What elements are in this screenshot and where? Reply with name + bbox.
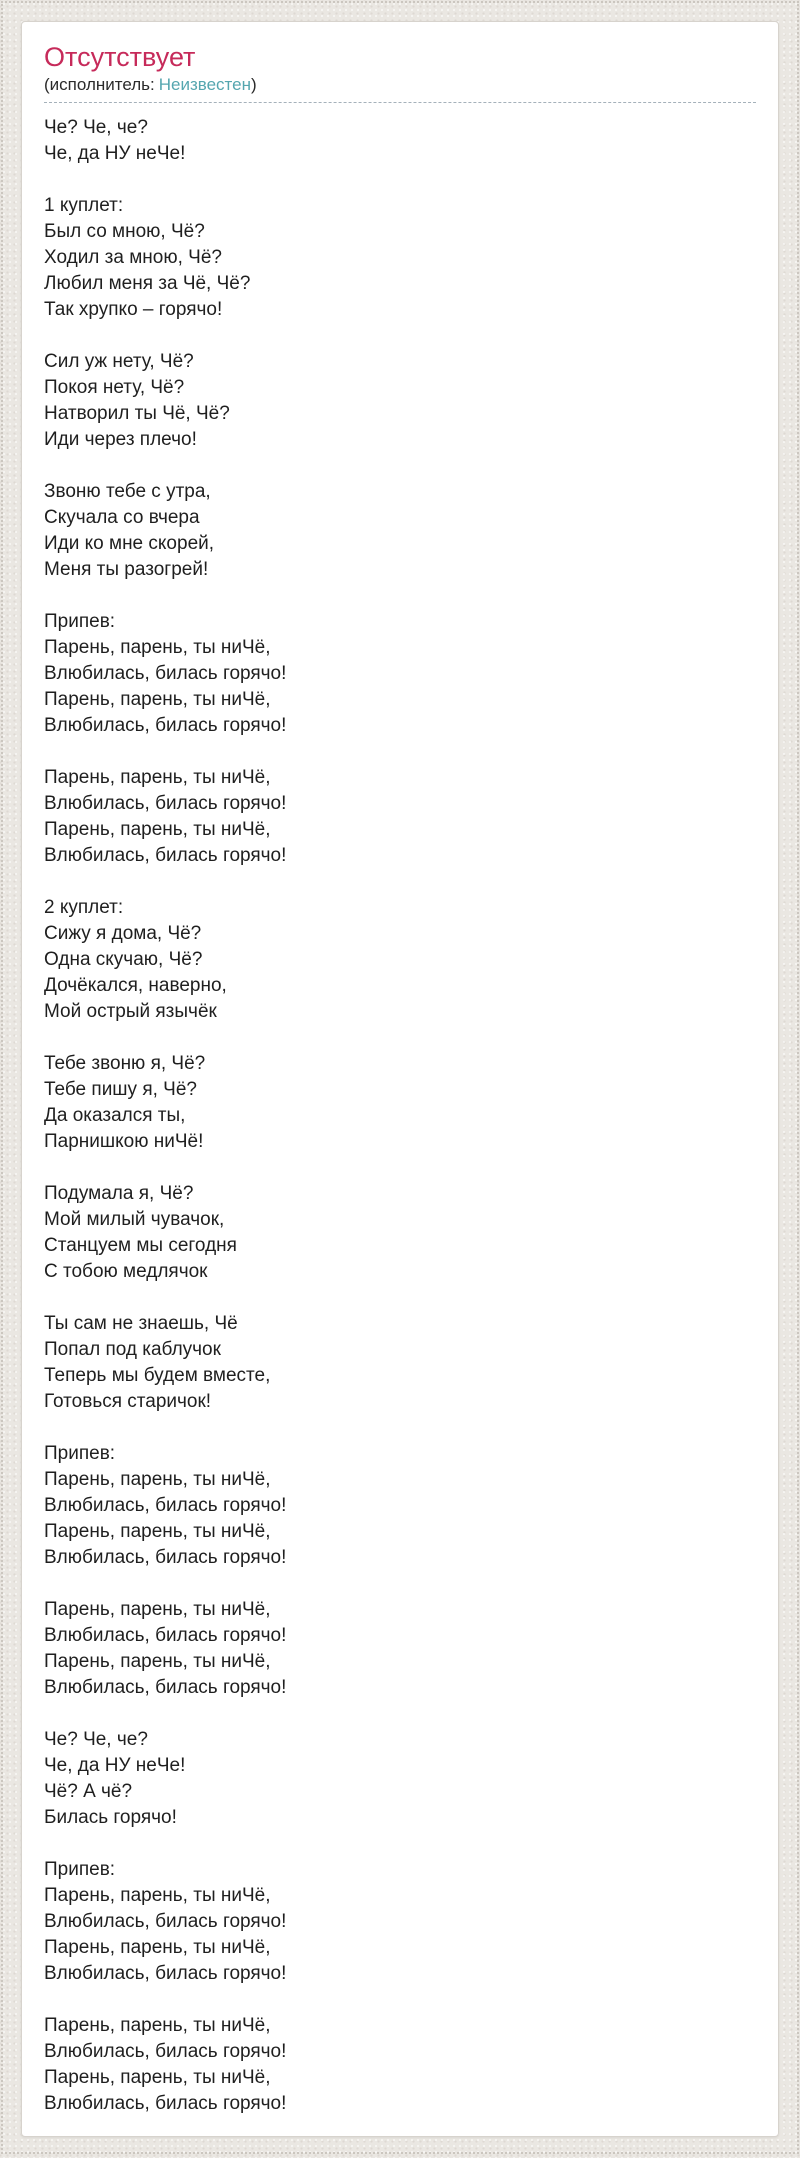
stanza — [44, 895, 756, 1025]
lyric-line: Натворил ты Чё, Чё? — [44, 403, 230, 424]
stanza — [44, 479, 756, 583]
lyric-line: Тебе звоню я, Чё? — [44, 1053, 206, 1074]
lyric-line: Влюбилась, билась горячо! — [44, 1677, 287, 1698]
lyric-line: Парень, парень, ты ниЧё, — [44, 1521, 271, 1542]
lyric-line: Влюбилась, билась горячо! — [44, 845, 287, 866]
lyric-line: Парень, парень, ты ниЧё, — [44, 819, 271, 840]
lyric-line: Парень, парень, ты ниЧё, — [44, 1937, 271, 1958]
lyric-line: Влюбилась, билась горячо! — [44, 1963, 287, 1984]
stanza — [44, 1597, 756, 1701]
stanza — [44, 349, 756, 453]
lyric-line: Парень, парень, ты ниЧё, — [44, 1469, 271, 1490]
lyric-line: Парень, парень, ты ниЧё, — [44, 637, 271, 658]
lyric-line: Парень, парень, ты ниЧё, — [44, 1599, 271, 1620]
lyric-line: Парень, парень, ты ниЧё, — [44, 767, 271, 788]
lyric-line: Скучала со вчера — [44, 507, 200, 528]
lyric-line: Тебе пишу я, Чё? — [44, 1079, 197, 1100]
lyric-line: Че? Че, че? — [44, 117, 148, 138]
artist-suffix: ) — [251, 75, 257, 94]
lyrics-card — [21, 21, 779, 2137]
lyric-line: Был со мною, Чё? — [44, 221, 205, 242]
lyric-line: Любил меня за Чё, Чё? — [44, 273, 251, 294]
lyric-line: С тобою медлячок — [44, 1261, 208, 1282]
lyric-line: Иди через плечо! — [44, 429, 197, 450]
lyric-line: Теперь мы будем вместе, — [44, 1365, 271, 1386]
lyric-line: Станцуем мы сегодня — [44, 1235, 237, 1256]
lyric-line: Че, да НУ неЧе! — [44, 1755, 186, 1776]
lyric-line: Влюбилась, билась горячо! — [44, 2041, 287, 2062]
lyric-line: Готовься старичок! — [44, 1391, 212, 1412]
lyric-line: Припев: — [44, 1859, 116, 1880]
lyric-line: Ходил за мною, Чё? — [44, 247, 222, 268]
lyric-line: Да оказался ты, — [44, 1105, 186, 1126]
lyric-line: Сижу я дома, Чё? — [44, 923, 202, 944]
lyric-line: Подумала я, Чё? — [44, 1183, 194, 1204]
lyric-line: Влюбилась, билась горячо! — [44, 715, 287, 736]
lyric-line: Парнишкою ниЧё! — [44, 1131, 204, 1152]
lyric-line: Че, да НУ неЧе! — [44, 143, 186, 164]
lyric-line: Влюбилась, билась горячо! — [44, 663, 287, 684]
lyric-line: 2 куплет: — [44, 897, 124, 918]
lyric-line: Чё? А чё? — [44, 1781, 133, 1802]
stanza — [44, 1311, 756, 1415]
stanza — [44, 609, 756, 739]
lyric-line: Припев: — [44, 1443, 116, 1464]
song-header — [44, 42, 756, 103]
stanza — [44, 1441, 756, 1571]
artist-link[interactable]: Неизвестен — [158, 75, 251, 94]
stanza — [44, 765, 756, 869]
lyric-line: Так хрупко – горячо! — [44, 299, 223, 320]
lyric-line: Дочёкался, наверно, — [44, 975, 227, 996]
stanza — [44, 193, 756, 323]
lyric-line: Влюбилась, билась горячо! — [44, 1911, 287, 1932]
lyric-line: Влюбилась, билась горячо! — [44, 2093, 287, 2114]
lyric-line: Билась горячо! — [44, 1807, 177, 1828]
lyric-line: Че? Че, че? — [44, 1729, 148, 1750]
lyric-line: Попал под каблучок — [44, 1339, 221, 1360]
lyric-line: Влюбилась, билась горячо! — [44, 793, 287, 814]
lyric-line: Парень, парень, ты ниЧё, — [44, 2015, 271, 2036]
artist-line — [44, 75, 756, 103]
stanza — [44, 2013, 756, 2117]
lyric-line: Парень, парень, ты ниЧё, — [44, 1885, 271, 1906]
lyric-line: Ты сам не знаешь, Чё — [44, 1313, 238, 1334]
stanza — [44, 1727, 756, 1831]
lyric-line: Покоя нету, Чё? — [44, 377, 185, 398]
stanza — [44, 1181, 756, 1285]
lyric-line: Парень, парень, ты ниЧё, — [44, 1651, 271, 1672]
song-title: Отсутствует — [44, 42, 196, 72]
lyric-line: Звоню тебе с утра, — [44, 481, 211, 502]
lyric-line: Влюбилась, билась горячо! — [44, 1495, 287, 1516]
lyric-line: Припев: — [44, 611, 116, 632]
stanza — [44, 1051, 756, 1155]
lyric-line: Сил уж нету, Чё? — [44, 351, 194, 372]
lyric-line: Иди ко мне скорей, — [44, 533, 215, 554]
lyric-line: Влюбилась, билась горячо! — [44, 1625, 287, 1646]
lyric-line: Влюбилась, билась горячо! — [44, 1547, 287, 1568]
lyric-line: Мой острый язычёк — [44, 1001, 217, 1022]
lyric-line: Мой милый чувачок, — [44, 1209, 225, 1230]
lyric-line: Одна скучаю, Чё? — [44, 949, 203, 970]
stanza — [44, 1857, 756, 1987]
lyrics-text — [44, 115, 756, 2117]
lyric-line: Парень, парень, ты ниЧё, — [44, 2067, 271, 2088]
artist-label: (исполнитель: — [44, 75, 155, 94]
lyric-line: Меня ты разогрей! — [44, 559, 209, 580]
lyric-line: Парень, парень, ты ниЧё, — [44, 689, 271, 710]
stanza — [44, 115, 756, 167]
lyric-line: 1 куплет: — [44, 195, 124, 216]
